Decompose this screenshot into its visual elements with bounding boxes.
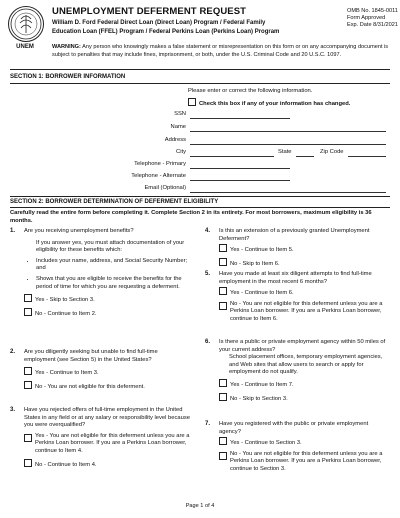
warning-label: WARNING: bbox=[52, 44, 81, 50]
question-detail: If you answer yes, you must attach documentation of your eligibility for these benefits which: bbox=[36, 239, 185, 254]
omb-info bbox=[347, 8, 399, 29]
info-changed-checkbox[interactable] bbox=[188, 98, 196, 106]
question-7 bbox=[205, 421, 390, 474]
option-label: Yes - Continue to Item 3. bbox=[35, 370, 99, 377]
phone-alternate-field[interactable] bbox=[190, 180, 290, 181]
q1-yes-checkbox[interactable] bbox=[24, 294, 32, 302]
page-number: Page 1 of 4 bbox=[185, 503, 215, 509]
question-1 bbox=[10, 228, 190, 318]
q5-no-checkbox[interactable] bbox=[219, 302, 227, 310]
option-label: Yes - You are not eligible for this deferment unless you are a Perkins Loan borrower. If you are a Perkins Loan borrower, continue to Item 4. bbox=[35, 432, 190, 454]
name-label: Name bbox=[170, 124, 186, 130]
form-title: UNEMPLOYMENT DEFERMENT REQUEST bbox=[52, 6, 247, 17]
question-number: 2. bbox=[10, 349, 16, 355]
info-changed-row bbox=[188, 98, 350, 109]
requirement-bullet: • Includes your name, address, and Social Security Number; and bbox=[36, 258, 190, 273]
warning-notice bbox=[52, 44, 392, 59]
question-number: 1. bbox=[10, 228, 16, 234]
question-number: 3. bbox=[10, 407, 16, 413]
expiration-date: Exp. Date 8/31/2021 bbox=[347, 22, 399, 28]
option-label: No - You are not eligible for this deferment unless you are a Perkins Loan borrower. If you are a Perkins Loan borrower, continue to Section 3. bbox=[230, 450, 383, 472]
form-subtitle bbox=[52, 19, 344, 36]
option-label: No - Skip to Section 3. bbox=[230, 395, 288, 402]
question-text: Have you rejected offers of full-time employment in the United States in any field or at any salary or responsibility level because you were overqualified? bbox=[24, 407, 190, 429]
q6-yes-checkbox[interactable] bbox=[219, 379, 227, 387]
phone-primary-label: Telephone - Primary bbox=[134, 161, 186, 167]
question-text: Have you registered with the public or private employment agency? bbox=[219, 421, 369, 435]
option-label: No - Continue to Item 2. bbox=[35, 310, 97, 317]
question-number: 7. bbox=[205, 421, 211, 427]
city-label: City bbox=[176, 149, 186, 155]
option-label: No - You are not eligible for this deferment. bbox=[35, 383, 145, 390]
q4-yes-checkbox[interactable] bbox=[219, 244, 227, 252]
q5-yes-checkbox[interactable] bbox=[219, 287, 227, 295]
name-field[interactable] bbox=[190, 131, 386, 132]
section-2-title: SECTION 2: BORROWER DETERMINATION OF DEFERMENT ELIGIBILITY bbox=[10, 199, 219, 205]
option-label: No - Continue to Item 4. bbox=[35, 461, 97, 468]
city-field[interactable] bbox=[190, 156, 274, 157]
option-label: Yes - Continue to Item 5. bbox=[230, 247, 294, 254]
requirement-bullet: • Shows that you are eligible to receive the benefits for the period of time for which you are requesting a deferment. bbox=[36, 276, 190, 291]
subtitle-line-2: Education Loan (FFEL) Program / Federal Perkins Loan (Perkins Loan) Program bbox=[52, 28, 280, 35]
email-label: Email (Optional) bbox=[144, 185, 186, 191]
section-1-title: SECTION 1: BORROWER INFORMATION bbox=[10, 74, 126, 80]
question-text: Are you diligently seeking but unable to find full-time employment (see Section 5) in the United States? bbox=[24, 349, 158, 363]
subtitle-line-1: William D. Ford Federal Direct Loan (Direct Loan) Program / Federal Family bbox=[52, 20, 266, 26]
q3-yes-checkbox[interactable] bbox=[24, 434, 32, 442]
state-field[interactable] bbox=[296, 156, 314, 157]
question-number: 6. bbox=[205, 339, 211, 345]
zip-label: Zip Code bbox=[320, 149, 344, 155]
q3-no-checkbox[interactable] bbox=[24, 459, 32, 467]
phone-alternate-label: Telephone - Alternate bbox=[131, 173, 186, 179]
question-text: Is there a public or private employment agency within 50 miles of your current address? bbox=[219, 339, 386, 353]
info-changed-label: Check this box if any of your information has changed. bbox=[199, 101, 351, 107]
ssn-field[interactable] bbox=[190, 118, 290, 119]
seal-label: UNEM bbox=[16, 44, 34, 50]
phone-primary-field[interactable] bbox=[190, 168, 290, 169]
question-text: Have you made at least six diligent attempts to find full-time employment in the most recent 6 months? bbox=[219, 271, 372, 285]
email-field[interactable] bbox=[190, 192, 386, 193]
section-2-intro: Carefully read the entire form before completing it. Complete Section 2 in its entirety. For most borrowers, maximum eligibility is 36 months. bbox=[10, 210, 372, 224]
q1-no-checkbox[interactable] bbox=[24, 308, 32, 316]
q7-yes-checkbox[interactable] bbox=[219, 437, 227, 445]
question-6 bbox=[205, 339, 390, 403]
address-field[interactable] bbox=[190, 144, 386, 145]
option-label: Yes - Continue to Section 3. bbox=[230, 440, 302, 447]
ssn-label: SSN bbox=[174, 111, 186, 117]
divider bbox=[10, 83, 390, 84]
question-text: Are you receiving unemployment benefits? bbox=[24, 228, 134, 234]
seal-emblem-icon bbox=[9, 7, 43, 41]
omb-number: OMB No. 1845-0011 bbox=[347, 8, 398, 14]
divider bbox=[10, 69, 390, 70]
q4-no-checkbox[interactable] bbox=[219, 258, 227, 266]
question-5 bbox=[205, 271, 390, 324]
address-label: Address bbox=[164, 137, 186, 143]
warning-text: Any person who knowingly makes a false statement or misrepresentation on this form or on any accompanying document is subject to penalties that may include fines, imprisonment, or both, under the U.S. Criminal Code and 20 U.S.C. 1097. bbox=[52, 44, 389, 58]
question-4 bbox=[205, 228, 390, 268]
divider bbox=[10, 196, 390, 197]
question-2 bbox=[10, 349, 190, 391]
question-text: Is this an extension of a previously granted Unemployment Deferment? bbox=[219, 228, 370, 242]
option-label: Yes - Continue to Item 6. bbox=[230, 290, 294, 297]
zip-field[interactable] bbox=[348, 156, 386, 157]
question-number: 5. bbox=[205, 271, 211, 277]
q7-no-checkbox[interactable] bbox=[219, 452, 227, 460]
q6-no-checkbox[interactable] bbox=[219, 393, 227, 401]
divider bbox=[10, 207, 390, 208]
option-label: No - Skip to Item 6. bbox=[230, 260, 280, 267]
question-3 bbox=[10, 407, 190, 469]
question-number: 4. bbox=[205, 228, 211, 234]
option-label: Yes - Skip to Section 3. bbox=[35, 297, 95, 304]
state-label: State bbox=[278, 149, 292, 155]
option-label: Yes - Continue to Item 7. bbox=[230, 381, 294, 388]
q2-no-checkbox[interactable] bbox=[24, 381, 32, 389]
q2-yes-checkbox[interactable] bbox=[24, 367, 32, 375]
department-seal bbox=[8, 6, 44, 42]
section-1-instruction: Please enter or correct the following information. bbox=[188, 88, 313, 94]
option-label: No - You are not eligible for this deferment unless you are a Perkins Loan borrower. If you are a Perkins Loan borrower, continue to Item 6. bbox=[230, 300, 383, 322]
question-detail: School placement offices, temporary employment agencies, and Web sites that allow users to search or apply for employment do not qualify. bbox=[229, 354, 383, 376]
form-approved: Form Approved bbox=[347, 15, 386, 21]
